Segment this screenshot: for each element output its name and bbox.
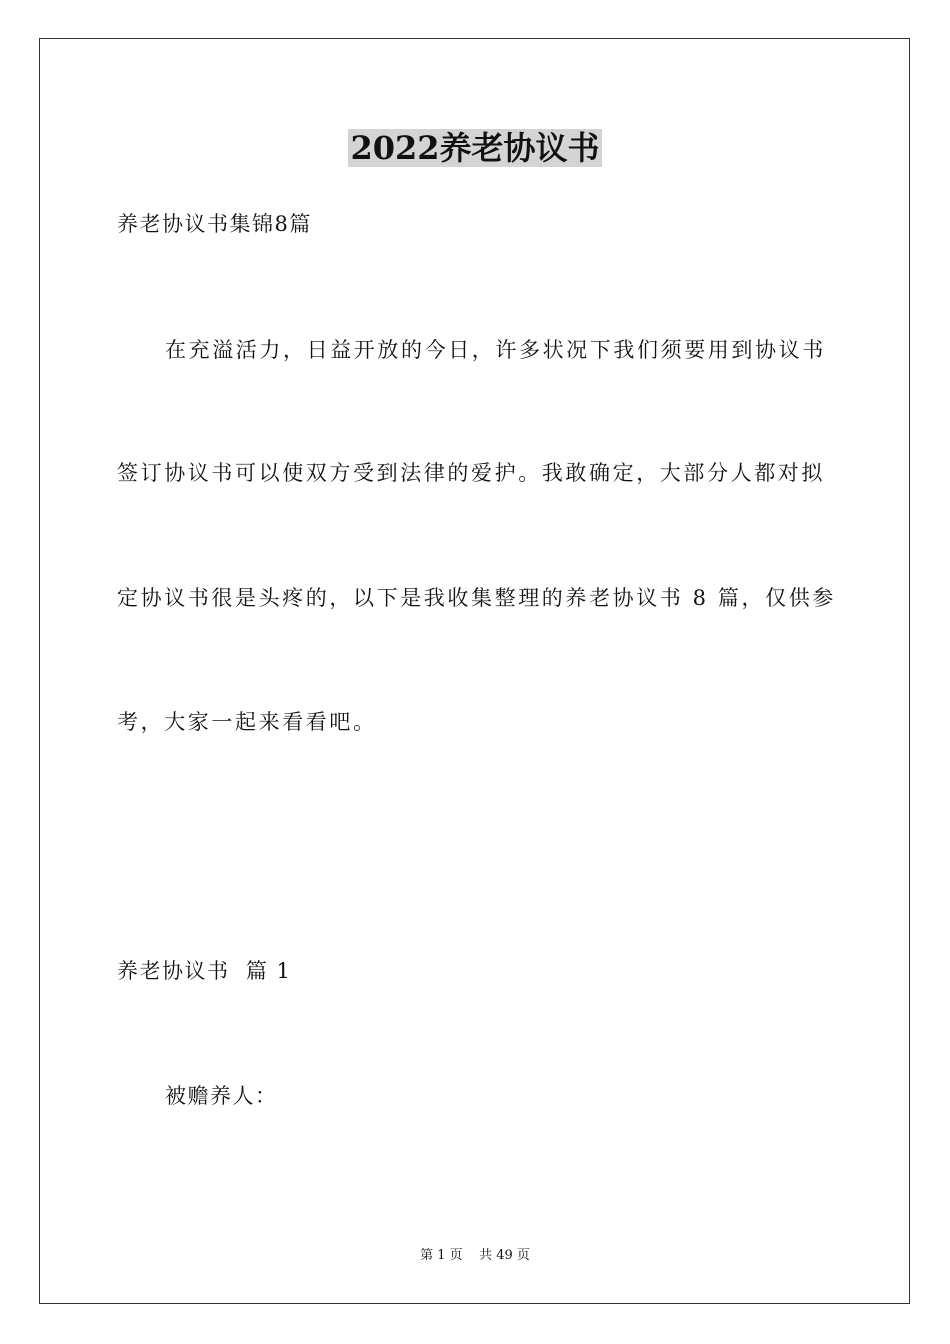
paragraph-line-1: 在充溢活力，日益开放的今日，许多状况下我们须要用到协议书	[165, 338, 826, 362]
page-footer: 第 1 页 共 49 页	[420, 1248, 530, 1263]
title-text: 2022养老协议书	[350, 129, 600, 167]
section-heading: 养老协议书 篇 1	[117, 959, 292, 983]
document-subtitle: 养老协议书集锦8篇	[117, 212, 312, 236]
document-title	[0, 126, 950, 170]
field-label: 被赡养人：	[165, 1084, 278, 1108]
paragraph-line-4: 考，大家一起来看看吧。	[117, 710, 377, 734]
paragraph-line-3: 定协议书很是头疼的，以下是我收集整理的养老协议书 8 篇，仅供参	[117, 586, 836, 610]
paragraph-line-2: 签订协议书可以使双方受到法律的爱护。我敢确定，大部分人都对拟	[117, 461, 825, 485]
